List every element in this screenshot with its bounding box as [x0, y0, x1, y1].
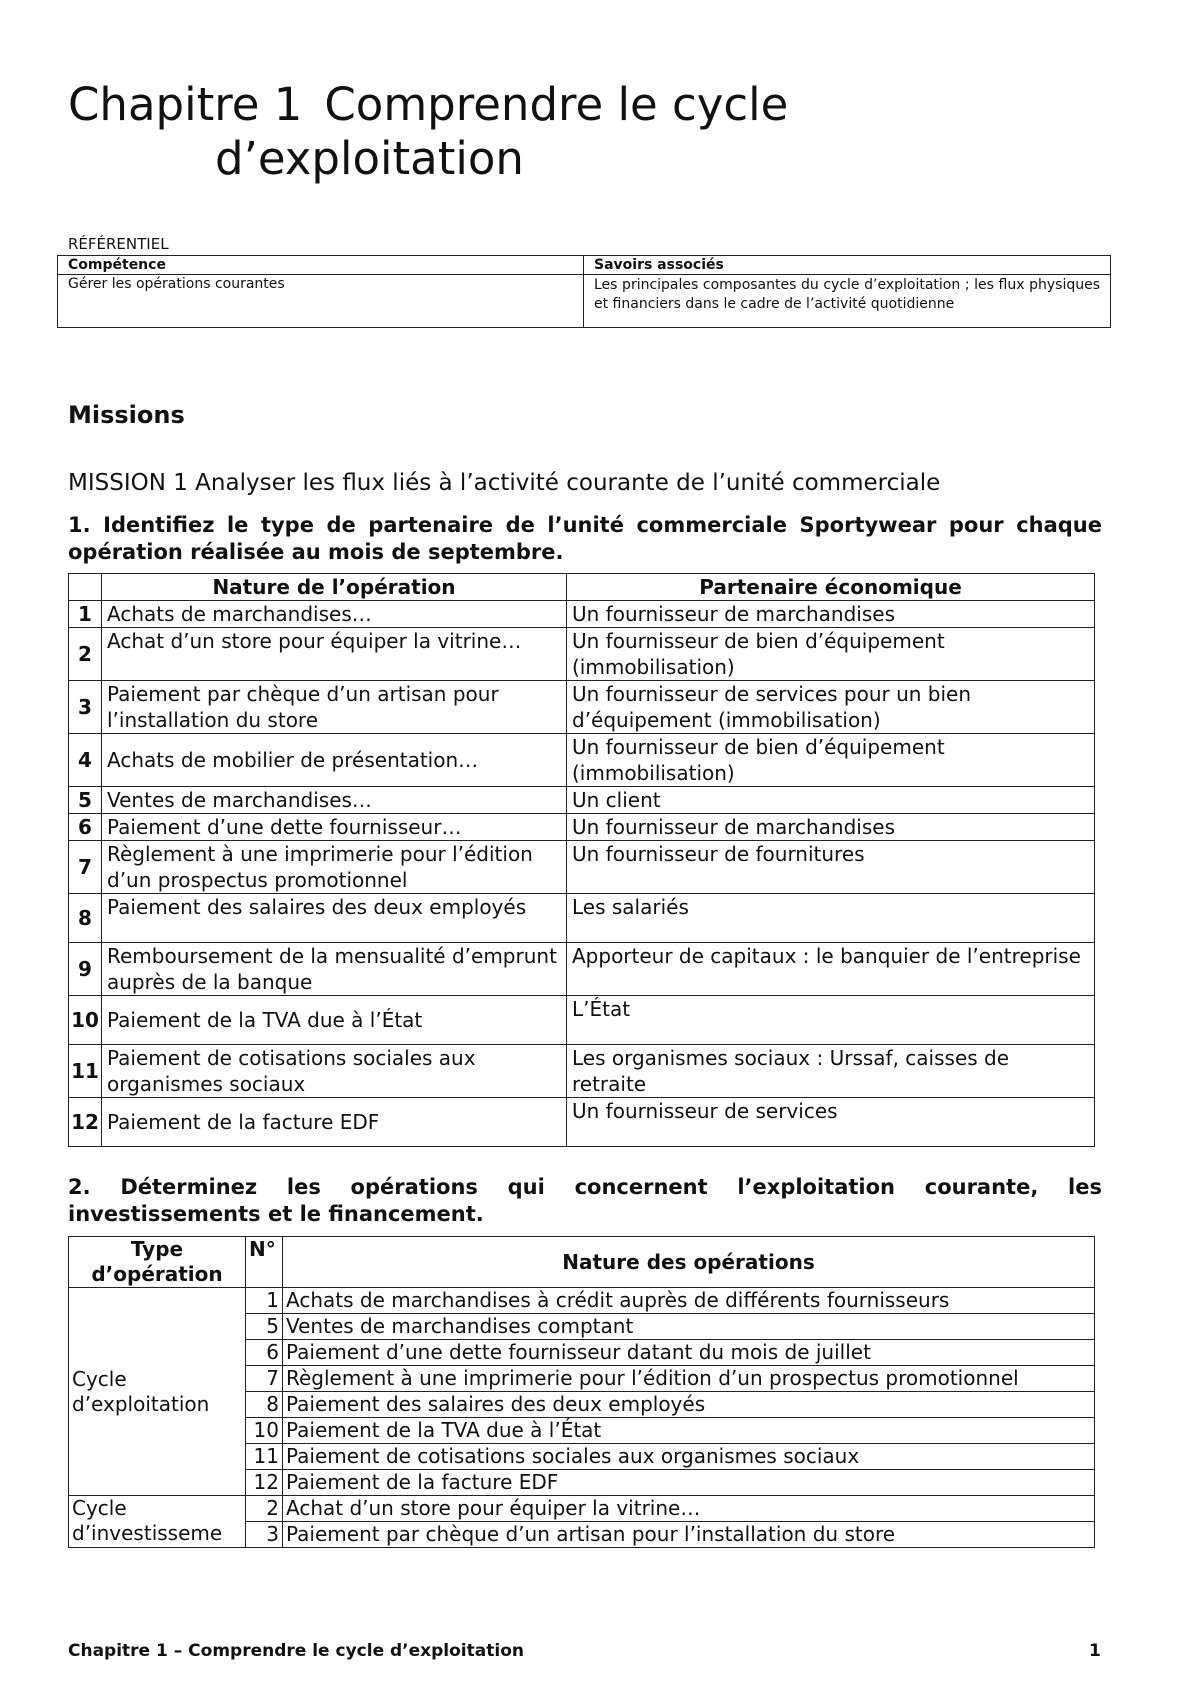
table-row — [58, 275, 1111, 328]
economic-partner: Un fournisseur de marchandises — [567, 601, 1095, 628]
economic-partner: Un client — [567, 787, 1095, 814]
table-header-row — [69, 1237, 1095, 1288]
competence-header: Compétence — [58, 256, 584, 275]
savoirs-header: Savoirs associés — [584, 256, 1111, 275]
operation-nature: Paiement de cotisations sociales aux organismes sociaux — [283, 1444, 1095, 1470]
row-number: 12 — [69, 1098, 102, 1147]
operation-nature: Paiement de la TVA due à l’État — [283, 1418, 1095, 1444]
operation-nature: Paiement de la facture EDF — [102, 1098, 567, 1147]
operation-nature: Paiement de cotisations sociales aux organismes sociaux — [102, 1045, 567, 1098]
row-number: 2 — [69, 628, 102, 681]
operation-nature: Ventes de marchandises comptant — [283, 1314, 1095, 1340]
operation-number: 3 — [246, 1522, 283, 1548]
operation-nature: Achats de mobilier de présentation… — [102, 734, 567, 787]
table-row — [69, 1098, 1095, 1147]
num-header — [69, 574, 102, 601]
row-number: 5 — [69, 787, 102, 814]
operation-nature: Paiement par chèque d’un artisan pour l’installation du store — [102, 681, 567, 734]
row-number: 9 — [69, 943, 102, 996]
operation-type: Cycle d’exploitation — [69, 1288, 246, 1496]
economic-partner: Un fournisseur de bien d’équipement (immobilisation) — [567, 734, 1095, 787]
savoirs-cell: Les principales composantes du cycle d’exploitation ; les flux physiques et financiers dans le cadre de l’activité quotidienne — [584, 275, 1111, 328]
referentiel-table — [57, 255, 1111, 328]
economic-partner: Un fournisseur de bien d’équipement (immobilisation) — [567, 628, 1095, 681]
partner-header: Partenaire économique — [567, 574, 1095, 601]
mission-title: MISSION 1 Analyser les flux liés à l’activité courante de l’unité commerciale — [68, 470, 941, 496]
operation-nature: Achats de marchandises à crédit auprès de différents fournisseurs — [283, 1288, 1095, 1314]
operation-number: 2 — [246, 1496, 283, 1522]
operation-nature: Paiement de la facture EDF — [283, 1470, 1095, 1496]
operation-number: 8 — [246, 1392, 283, 1418]
operation-nature: Paiement par chèque d’un artisan pour l’installation du store — [283, 1522, 1095, 1548]
table-row — [69, 943, 1095, 996]
table-row — [69, 1045, 1095, 1098]
table-row — [69, 628, 1095, 681]
operation-number: 10 — [246, 1418, 283, 1444]
question-1: 1. Identifiez le type de partenaire de l’unité commerciale Sportywear pour chaque opération réalisée au mois de septembre. — [68, 513, 1102, 564]
operation-number: 1 — [246, 1288, 283, 1314]
operation-nature: Remboursement de la mensualité d’emprunt auprès de la banque — [102, 943, 567, 996]
no-header: N° — [246, 1237, 283, 1288]
operation-nature: Achat d’un store pour équiper la vitrine… — [283, 1496, 1095, 1522]
economic-partner: L’État — [567, 996, 1095, 1045]
row-number: 3 — [69, 681, 102, 734]
economic-partner: Les organismes sociaux : Urssaf, caisses de retraite — [567, 1045, 1095, 1098]
nature-header: Nature de l’opération — [102, 574, 567, 601]
operation-nature: Ventes de marchandises… — [102, 787, 567, 814]
operation-nature: Règlement à une imprimerie pour l’édition d’un prospectus promotionnel — [102, 841, 567, 894]
operation-type: Cycle d’investisseme — [69, 1496, 246, 1548]
economic-partner: Un fournisseur de marchandises — [567, 814, 1095, 841]
row-number: 10 — [69, 996, 102, 1045]
partner-table — [68, 573, 1095, 1147]
missions-heading: Missions — [68, 401, 185, 429]
operation-number: 11 — [246, 1444, 283, 1470]
operation-number: 12 — [246, 1470, 283, 1496]
operation-nature: Paiement des salaires des deux employés — [283, 1392, 1095, 1418]
row-number: 11 — [69, 1045, 102, 1098]
chapter-title — [68, 78, 788, 186]
question-2: 2. Déterminez les opérations qui concernent l’exploitation courante, les investissements et le financement. — [68, 1175, 1102, 1226]
row-number: 7 — [69, 841, 102, 894]
operation-nature: Paiement d’une dette fournisseur… — [102, 814, 567, 841]
nature-ops-header: Nature des opérations — [283, 1237, 1095, 1288]
operation-nature: Paiement des salaires des deux employés — [102, 894, 567, 943]
table-row — [69, 787, 1095, 814]
chapter-title-line1: Comprendre le cycle — [324, 78, 789, 131]
row-number: 8 — [69, 894, 102, 943]
table-row — [69, 1288, 1095, 1314]
row-number: 4 — [69, 734, 102, 787]
operation-number: 5 — [246, 1314, 283, 1340]
operation-number: 7 — [246, 1366, 283, 1392]
operation-number: 6 — [246, 1340, 283, 1366]
operation-nature: Règlement à une imprimerie pour l’édition d’un prospectus promotionnel — [283, 1366, 1095, 1392]
table-row — [69, 601, 1095, 628]
economic-partner: Un fournisseur de services pour un bien d’équipement (immobilisation) — [567, 681, 1095, 734]
chapter-number: Chapitre 1 — [68, 78, 303, 131]
table-header-row — [58, 256, 1111, 275]
economic-partner: Les salariés — [567, 894, 1095, 943]
economic-partner: Apporteur de capitaux : le banquier de l’entreprise — [567, 943, 1095, 996]
chapter-title-line2: d’exploitation — [215, 132, 524, 185]
economic-partner: Un fournisseur de services — [567, 1098, 1095, 1147]
operations-table — [68, 1236, 1095, 1548]
page-number: 1 — [1089, 1641, 1101, 1661]
table-row — [69, 894, 1095, 943]
economic-partner: Un fournisseur de fournitures — [567, 841, 1095, 894]
competence-cell: Gérer les opérations courantes — [58, 275, 584, 328]
table-row — [69, 734, 1095, 787]
table-header-row — [69, 574, 1095, 601]
row-number: 6 — [69, 814, 102, 841]
table-row — [69, 996, 1095, 1045]
operation-nature: Paiement de la TVA due à l’État — [102, 996, 567, 1045]
operation-nature: Paiement d’une dette fournisseur datant du mois de juillet — [283, 1340, 1095, 1366]
table-row — [69, 841, 1095, 894]
operation-nature: Achats de marchandises… — [102, 601, 567, 628]
type-header: Type d’opération — [69, 1237, 246, 1288]
footer-title: Chapitre 1 – Comprendre le cycle d’exploitation — [68, 1641, 524, 1661]
referentiel-label: RÉFÉRENTIEL — [68, 235, 169, 253]
table-row — [69, 814, 1095, 841]
operation-nature: Achat d’un store pour équiper la vitrine… — [102, 628, 567, 681]
row-number: 1 — [69, 601, 102, 628]
table-row — [69, 1496, 1095, 1522]
table-row — [69, 681, 1095, 734]
